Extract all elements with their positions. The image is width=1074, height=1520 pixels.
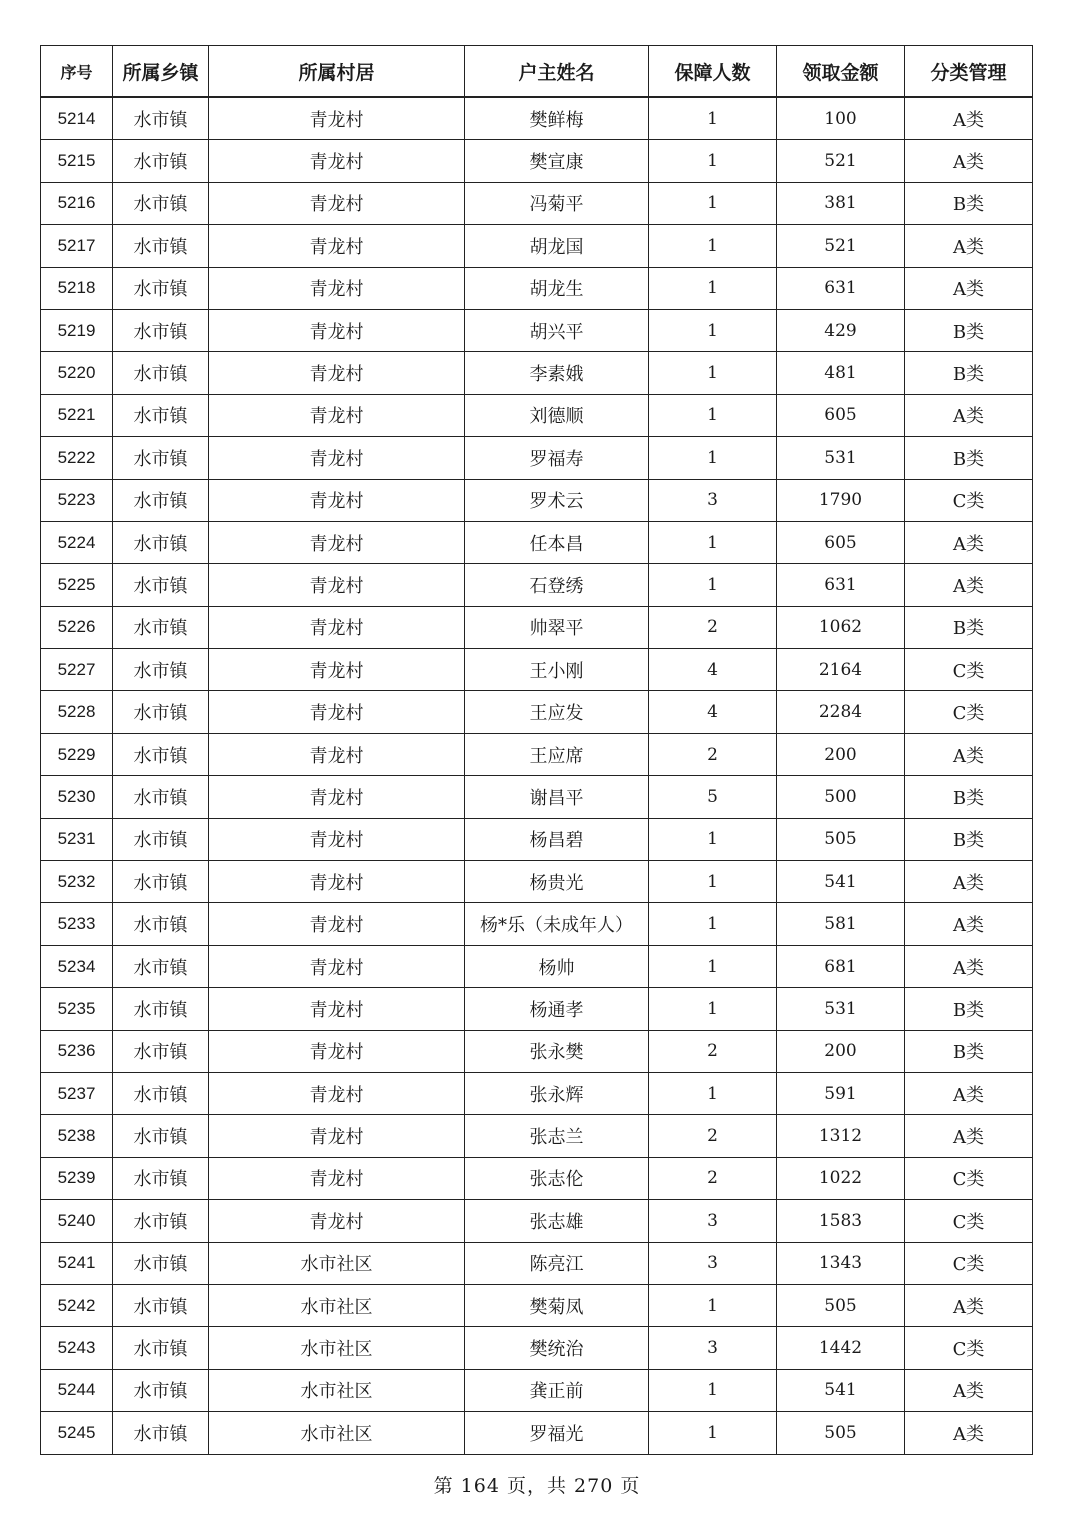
cell-amount: 531	[777, 437, 905, 479]
cell-householder-name: 胡龙生	[465, 267, 649, 309]
cell-village: 青龙村	[209, 649, 465, 691]
cell-covered-persons: 1	[649, 903, 777, 945]
cell-village: 水市社区	[209, 1242, 465, 1284]
cell-covered-persons: 3	[649, 479, 777, 521]
table-row	[41, 1200, 1033, 1242]
cell-covered-persons: 1	[649, 97, 777, 140]
table-row	[41, 776, 1033, 818]
cell-householder-name: 张志兰	[465, 1115, 649, 1157]
cell-village: 青龙村	[209, 1072, 465, 1114]
cell-serial-number: 5218	[41, 267, 113, 309]
cell-serial-number: 5237	[41, 1072, 113, 1114]
table-row	[41, 394, 1033, 436]
cell-amount: 200	[777, 733, 905, 775]
cell-covered-persons: 1	[649, 945, 777, 987]
table-row	[41, 903, 1033, 945]
cell-village: 青龙村	[209, 352, 465, 394]
cell-village: 青龙村	[209, 903, 465, 945]
header-covered-persons: 保障人数	[649, 46, 777, 98]
cell-covered-persons: 1	[649, 309, 777, 351]
cell-township: 水市镇	[113, 818, 209, 860]
cell-amount: 200	[777, 1030, 905, 1072]
cell-householder-name: 李素娥	[465, 352, 649, 394]
cell-householder-name: 刘德顺	[465, 394, 649, 436]
cell-category: A类	[905, 1369, 1033, 1411]
cell-township: 水市镇	[113, 649, 209, 691]
table-row	[41, 97, 1033, 140]
cell-covered-persons: 2	[649, 1157, 777, 1199]
cell-category: B类	[905, 182, 1033, 224]
cell-amount: 100	[777, 97, 905, 140]
cell-serial-number: 5244	[41, 1369, 113, 1411]
cell-serial-number: 5232	[41, 861, 113, 903]
cell-householder-name: 任本昌	[465, 521, 649, 563]
cell-amount: 429	[777, 309, 905, 351]
cell-category: B类	[905, 1030, 1033, 1072]
cell-householder-name: 王应发	[465, 691, 649, 733]
cell-householder-name: 王小刚	[465, 649, 649, 691]
header-serial-number: 序号	[41, 46, 113, 98]
cell-category: A类	[905, 225, 1033, 267]
cell-serial-number: 5216	[41, 182, 113, 224]
cell-serial-number: 5242	[41, 1284, 113, 1326]
cell-amount: 605	[777, 521, 905, 563]
cell-covered-persons: 1	[649, 1412, 777, 1454]
cell-category: A类	[905, 564, 1033, 606]
cell-serial-number: 5224	[41, 521, 113, 563]
cell-amount: 2164	[777, 649, 905, 691]
cell-householder-name: 杨贵光	[465, 861, 649, 903]
cell-householder-name: 张永樊	[465, 1030, 649, 1072]
cell-amount: 631	[777, 267, 905, 309]
cell-householder-name: 杨通孝	[465, 988, 649, 1030]
cell-amount: 1062	[777, 606, 905, 648]
cell-amount: 2284	[777, 691, 905, 733]
cell-covered-persons: 1	[649, 437, 777, 479]
cell-serial-number: 5214	[41, 97, 113, 140]
cell-category: A类	[905, 140, 1033, 182]
cell-serial-number: 5223	[41, 479, 113, 521]
table-row	[41, 733, 1033, 775]
cell-village: 青龙村	[209, 733, 465, 775]
cell-category: A类	[905, 394, 1033, 436]
cell-village: 青龙村	[209, 479, 465, 521]
cell-township: 水市镇	[113, 309, 209, 351]
cell-amount: 631	[777, 564, 905, 606]
cell-householder-name: 谢昌平	[465, 776, 649, 818]
cell-village: 青龙村	[209, 691, 465, 733]
cell-category: C类	[905, 649, 1033, 691]
cell-amount: 505	[777, 818, 905, 860]
cell-householder-name: 罗福寿	[465, 437, 649, 479]
table-row	[41, 945, 1033, 987]
cell-amount: 605	[777, 394, 905, 436]
cell-category: A类	[905, 733, 1033, 775]
cell-covered-persons: 1	[649, 988, 777, 1030]
table-row	[41, 861, 1033, 903]
cell-village: 青龙村	[209, 140, 465, 182]
cell-category: A类	[905, 1072, 1033, 1114]
cell-householder-name: 罗术云	[465, 479, 649, 521]
cell-householder-name: 胡龙国	[465, 225, 649, 267]
cell-covered-persons: 1	[649, 1369, 777, 1411]
cell-covered-persons: 1	[649, 861, 777, 903]
cell-amount: 381	[777, 182, 905, 224]
cell-township: 水市镇	[113, 97, 209, 140]
cell-township: 水市镇	[113, 945, 209, 987]
cell-serial-number: 5217	[41, 225, 113, 267]
cell-serial-number: 5235	[41, 988, 113, 1030]
cell-amount: 1442	[777, 1327, 905, 1369]
cell-serial-number: 5222	[41, 437, 113, 479]
cell-township: 水市镇	[113, 1284, 209, 1326]
cell-householder-name: 杨帅	[465, 945, 649, 987]
cell-village: 青龙村	[209, 1030, 465, 1072]
cell-township: 水市镇	[113, 1115, 209, 1157]
cell-category: A类	[905, 97, 1033, 140]
cell-covered-persons: 1	[649, 352, 777, 394]
cell-covered-persons: 1	[649, 818, 777, 860]
cell-township: 水市镇	[113, 1200, 209, 1242]
cell-serial-number: 5225	[41, 564, 113, 606]
cell-householder-name: 樊菊凤	[465, 1284, 649, 1326]
table-row	[41, 267, 1033, 309]
cell-serial-number: 5220	[41, 352, 113, 394]
cell-covered-persons: 1	[649, 394, 777, 436]
cell-householder-name: 王应席	[465, 733, 649, 775]
cell-householder-name: 樊鲜梅	[465, 97, 649, 140]
cell-amount: 505	[777, 1412, 905, 1454]
table-row	[41, 140, 1033, 182]
cell-village: 水市社区	[209, 1327, 465, 1369]
table-header	[41, 46, 1033, 98]
cell-serial-number: 5243	[41, 1327, 113, 1369]
header-township: 所属乡镇	[113, 46, 209, 98]
cell-covered-persons: 3	[649, 1242, 777, 1284]
cell-amount: 681	[777, 945, 905, 987]
cell-amount: 521	[777, 225, 905, 267]
cell-township: 水市镇	[113, 140, 209, 182]
cell-amount: 521	[777, 140, 905, 182]
cell-village: 水市社区	[209, 1412, 465, 1454]
cell-category: B类	[905, 352, 1033, 394]
cell-category: C类	[905, 479, 1033, 521]
table-row	[41, 1242, 1033, 1284]
cell-covered-persons: 2	[649, 733, 777, 775]
cell-village: 青龙村	[209, 1157, 465, 1199]
cell-householder-name: 张志伦	[465, 1157, 649, 1199]
header-category: 分类管理	[905, 46, 1033, 98]
table-row	[41, 309, 1033, 351]
cell-householder-name: 石登绣	[465, 564, 649, 606]
cell-township: 水市镇	[113, 437, 209, 479]
cell-village: 青龙村	[209, 945, 465, 987]
cell-township: 水市镇	[113, 733, 209, 775]
cell-covered-persons: 4	[649, 691, 777, 733]
cell-householder-name: 龚正前	[465, 1369, 649, 1411]
cell-amount: 1312	[777, 1115, 905, 1157]
table-row	[41, 1412, 1033, 1454]
header-amount: 领取金额	[777, 46, 905, 98]
cell-village: 青龙村	[209, 1200, 465, 1242]
cell-householder-name: 樊宣康	[465, 140, 649, 182]
cell-township: 水市镇	[113, 988, 209, 1030]
cell-serial-number: 5215	[41, 140, 113, 182]
cell-serial-number: 5236	[41, 1030, 113, 1072]
cell-covered-persons: 5	[649, 776, 777, 818]
cell-village: 青龙村	[209, 309, 465, 351]
cell-category: A类	[905, 1412, 1033, 1454]
cell-serial-number: 5229	[41, 733, 113, 775]
cell-covered-persons: 1	[649, 1284, 777, 1326]
cell-serial-number: 5231	[41, 818, 113, 860]
cell-householder-name: 杨*乐（未成年人）	[465, 903, 649, 945]
cell-serial-number: 5233	[41, 903, 113, 945]
cell-category: A类	[905, 1115, 1033, 1157]
cell-serial-number: 5241	[41, 1242, 113, 1284]
cell-township: 水市镇	[113, 352, 209, 394]
table-row	[41, 649, 1033, 691]
cell-covered-persons: 1	[649, 521, 777, 563]
table-row	[41, 1369, 1033, 1411]
table-row	[41, 818, 1033, 860]
cell-householder-name: 罗福光	[465, 1412, 649, 1454]
cell-village: 青龙村	[209, 267, 465, 309]
cell-township: 水市镇	[113, 1242, 209, 1284]
table-row	[41, 564, 1033, 606]
cell-township: 水市镇	[113, 1327, 209, 1369]
cell-category: A类	[905, 903, 1033, 945]
cell-village: 青龙村	[209, 988, 465, 1030]
cell-covered-persons: 4	[649, 649, 777, 691]
cell-township: 水市镇	[113, 1157, 209, 1199]
cell-householder-name: 冯菊平	[465, 182, 649, 224]
cell-village: 水市社区	[209, 1369, 465, 1411]
cell-amount: 505	[777, 1284, 905, 1326]
cell-householder-name: 帅翠平	[465, 606, 649, 648]
cell-covered-persons: 1	[649, 267, 777, 309]
cell-amount: 500	[777, 776, 905, 818]
table-row	[41, 1327, 1033, 1369]
cell-township: 水市镇	[113, 1369, 209, 1411]
cell-covered-persons: 2	[649, 606, 777, 648]
cell-serial-number: 5234	[41, 945, 113, 987]
cell-township: 水市镇	[113, 182, 209, 224]
cell-village: 青龙村	[209, 564, 465, 606]
cell-covered-persons: 1	[649, 140, 777, 182]
table-row	[41, 437, 1033, 479]
cell-householder-name: 杨昌碧	[465, 818, 649, 860]
cell-village: 青龙村	[209, 394, 465, 436]
cell-amount: 581	[777, 903, 905, 945]
cell-serial-number: 5219	[41, 309, 113, 351]
page-number-footer: 第 164 页，共 270 页	[433, 1475, 641, 1497]
table-row	[41, 988, 1033, 1030]
table-row	[41, 1115, 1033, 1157]
cell-amount: 481	[777, 352, 905, 394]
cell-category: B类	[905, 437, 1033, 479]
table-row	[41, 1072, 1033, 1114]
table-row	[41, 352, 1033, 394]
cell-covered-persons: 3	[649, 1327, 777, 1369]
cell-serial-number: 5230	[41, 776, 113, 818]
cell-category: B类	[905, 818, 1033, 860]
cell-category: C类	[905, 691, 1033, 733]
cell-amount: 541	[777, 1369, 905, 1411]
cell-township: 水市镇	[113, 606, 209, 648]
table-row	[41, 1030, 1033, 1072]
cell-householder-name: 胡兴平	[465, 309, 649, 351]
cell-category: A类	[905, 267, 1033, 309]
cell-covered-persons: 3	[649, 1200, 777, 1242]
table-row	[41, 1284, 1033, 1326]
cell-category: C类	[905, 1327, 1033, 1369]
cell-village: 青龙村	[209, 861, 465, 903]
cell-amount: 1343	[777, 1242, 905, 1284]
cell-householder-name: 张志雄	[465, 1200, 649, 1242]
cell-category: A类	[905, 521, 1033, 563]
cell-serial-number: 5245	[41, 1412, 113, 1454]
cell-serial-number: 5226	[41, 606, 113, 648]
table-row	[41, 606, 1033, 648]
cell-category: B类	[905, 309, 1033, 351]
cell-householder-name: 樊统治	[465, 1327, 649, 1369]
cell-village: 青龙村	[209, 437, 465, 479]
table-row	[41, 1157, 1033, 1199]
cell-category: C类	[905, 1157, 1033, 1199]
cell-township: 水市镇	[113, 1072, 209, 1114]
cell-category: B类	[905, 606, 1033, 648]
cell-township: 水市镇	[113, 521, 209, 563]
cell-householder-name: 张永辉	[465, 1072, 649, 1114]
cell-township: 水市镇	[113, 479, 209, 521]
cell-amount: 1583	[777, 1200, 905, 1242]
header-village: 所属村居	[209, 46, 465, 98]
cell-township: 水市镇	[113, 564, 209, 606]
cell-category: A类	[905, 1284, 1033, 1326]
table-row	[41, 225, 1033, 267]
table-row	[41, 182, 1033, 224]
cell-covered-persons: 1	[649, 182, 777, 224]
cell-covered-persons: 1	[649, 225, 777, 267]
cell-village: 青龙村	[209, 776, 465, 818]
cell-township: 水市镇	[113, 225, 209, 267]
cell-township: 水市镇	[113, 903, 209, 945]
cell-serial-number: 5228	[41, 691, 113, 733]
cell-township: 水市镇	[113, 691, 209, 733]
records-table	[40, 45, 1033, 1455]
cell-township: 水市镇	[113, 1412, 209, 1454]
cell-village: 青龙村	[209, 225, 465, 267]
cell-village: 青龙村	[209, 1115, 465, 1157]
header-householder-name: 户主姓名	[465, 46, 649, 98]
cell-amount: 591	[777, 1072, 905, 1114]
table-row	[41, 479, 1033, 521]
cell-village: 青龙村	[209, 606, 465, 648]
cell-township: 水市镇	[113, 776, 209, 818]
cell-township: 水市镇	[113, 267, 209, 309]
cell-amount: 1022	[777, 1157, 905, 1199]
cell-serial-number: 5238	[41, 1115, 113, 1157]
table-row	[41, 691, 1033, 733]
cell-householder-name: 陈亮江	[465, 1242, 649, 1284]
header-row	[41, 46, 1033, 98]
cell-category: A类	[905, 945, 1033, 987]
cell-serial-number: 5239	[41, 1157, 113, 1199]
cell-category: B类	[905, 776, 1033, 818]
cell-covered-persons: 2	[649, 1115, 777, 1157]
cell-village: 青龙村	[209, 818, 465, 860]
cell-category: B类	[905, 988, 1033, 1030]
cell-amount: 1790	[777, 479, 905, 521]
cell-village: 青龙村	[209, 97, 465, 140]
cell-category: C类	[905, 1242, 1033, 1284]
cell-amount: 531	[777, 988, 905, 1030]
cell-serial-number: 5227	[41, 649, 113, 691]
cell-serial-number: 5221	[41, 394, 113, 436]
cell-covered-persons: 1	[649, 564, 777, 606]
cell-covered-persons: 2	[649, 1030, 777, 1072]
cell-township: 水市镇	[113, 861, 209, 903]
cell-category: A类	[905, 861, 1033, 903]
cell-village: 水市社区	[209, 1284, 465, 1326]
cell-category: C类	[905, 1200, 1033, 1242]
table-body	[41, 97, 1033, 1454]
cell-amount: 541	[777, 861, 905, 903]
table-row	[41, 521, 1033, 563]
cell-covered-persons: 1	[649, 1072, 777, 1114]
cell-village: 青龙村	[209, 182, 465, 224]
cell-township: 水市镇	[113, 1030, 209, 1072]
cell-serial-number: 5240	[41, 1200, 113, 1242]
cell-village: 青龙村	[209, 521, 465, 563]
cell-township: 水市镇	[113, 394, 209, 436]
